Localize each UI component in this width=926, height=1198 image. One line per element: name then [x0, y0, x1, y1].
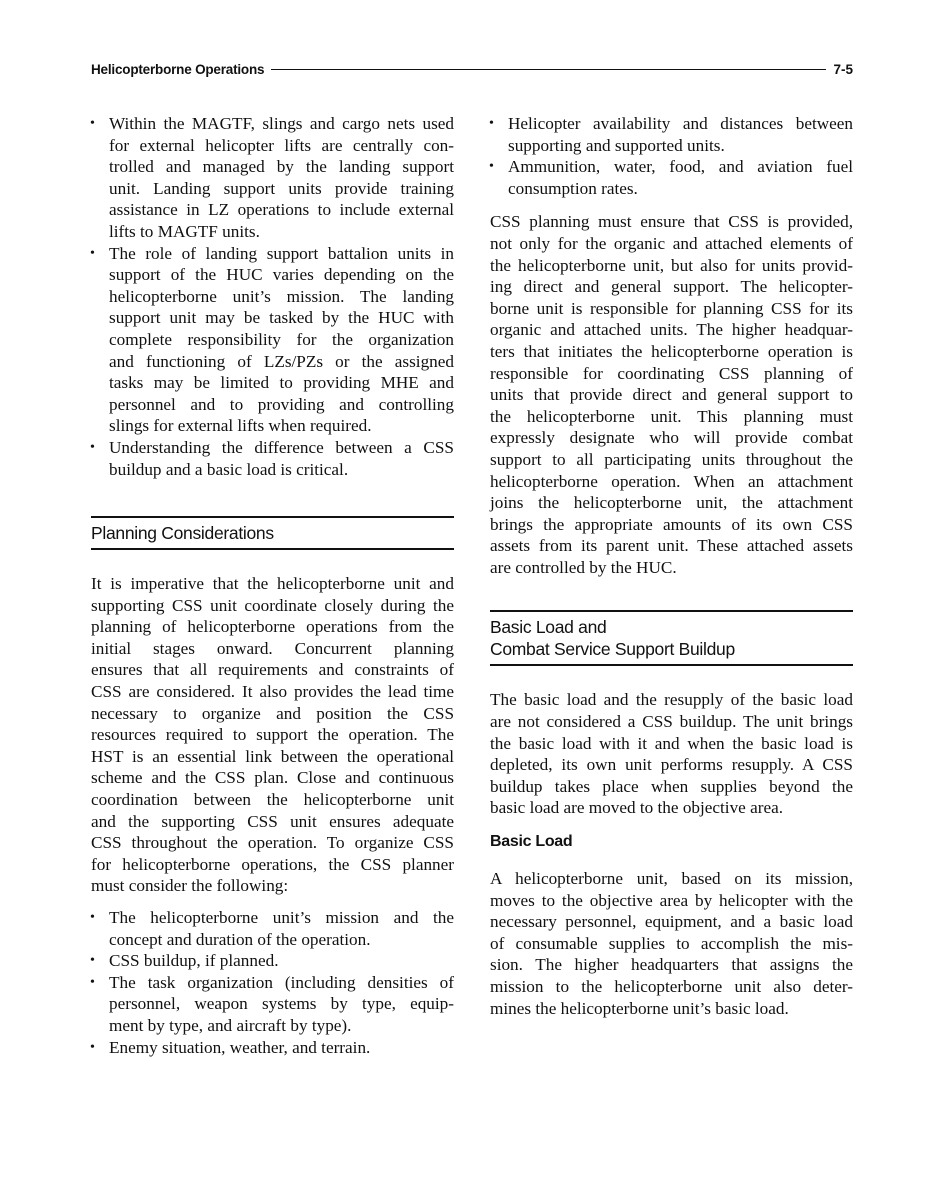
text-line: support of the HUC varies depending on the: [109, 265, 454, 285]
section-heading-line-2: Combat Service Support Buildup: [490, 639, 735, 660]
text-line: the basic load with it and when the basic load is: [490, 733, 853, 753]
text-line: assets from its parent unit. These attached assets: [490, 536, 853, 556]
text-line: consumption rates.: [508, 178, 638, 198]
text-line: expressly designate who will provide combat: [490, 428, 853, 448]
header-rule: [271, 69, 826, 71]
text-line: sion. The higher headquarters that assigns the: [490, 955, 853, 975]
text-line: necessary personnel, equipment, and a basic load: [490, 912, 853, 932]
text-line: for helicopterborne operations, the CSS planner: [91, 854, 454, 874]
text-line: initial stages onward. Concurrent planning: [91, 638, 454, 658]
right-column: [490, 113, 853, 1019]
bullet-item: [91, 950, 454, 972]
text-line: concept and duration of the operation.: [109, 929, 371, 949]
text-line: moves to the objective area by helicopter with the: [490, 890, 853, 910]
text-line: • Within the MAGTF, slings and cargo nets used: [109, 114, 454, 133]
text-line: • Helicopter availability and distances between: [508, 114, 853, 133]
text-line: • Ammunition, water, food, and aviation fuel: [508, 157, 853, 177]
text-line: personnel, weapon systems by type, equip-: [109, 994, 454, 1014]
text-line: supporting CSS unit coordinate closely during the: [91, 595, 454, 615]
text-line: basic load are moved to the objective area.: [490, 798, 784, 818]
bullet-item: [91, 972, 454, 1037]
section-heading-basic-load-css-buildup: [490, 610, 853, 666]
text-line: support to all participating units throughout the: [490, 449, 853, 469]
text-line: support unit may be tasked by the HUC with: [109, 308, 454, 328]
text-line: lifts to MAGTF units.: [109, 221, 260, 241]
text-line: • Understanding the difference between a CSS: [109, 437, 454, 457]
text-line: tasks may be limited to providing MHE and: [109, 373, 454, 393]
text-line: responsible for coordinating CSS planning of: [490, 363, 853, 383]
text-line: ing direct and general support. The helicopter-: [490, 277, 853, 297]
bullet-item: [490, 156, 853, 199]
header-title: Helicopterborne Operations: [91, 61, 265, 77]
basic-load-css-paragraph: [490, 689, 853, 819]
text-line: units that provide direct and general support to: [490, 385, 853, 405]
text-line: helicopterborne operation. When an attachment: [490, 471, 853, 491]
planning-paragraph: [91, 573, 454, 897]
text-line: for external helicopter lifts are centrally con-: [109, 135, 454, 155]
basic-load-paragraph: [490, 868, 853, 1019]
text-line: the helicopterborne unit. This planning must: [490, 406, 853, 426]
text-line: CSS throughout the operation. To organize CSS: [91, 833, 454, 853]
bullet-item: [91, 113, 454, 243]
text-line: personnel and to providing and controlling: [109, 394, 454, 414]
text-line: of consumable supplies to accomplish the mis-: [490, 933, 853, 953]
text-line: and functioning of LZs/PZs or the assigned: [109, 351, 454, 371]
bullet-list-top-left: [91, 113, 454, 480]
bullet-list-top-right: [490, 113, 853, 199]
text-line: mission to the helicopterborne unit also deter-: [490, 977, 853, 996]
text-line: complete responsibility for the organization: [109, 329, 454, 349]
text-line: planning of helicopterborne operations from the: [91, 617, 454, 637]
text-line: A helicopterborne unit, based on its mission,: [490, 869, 853, 889]
text-line: HST is an essential link between the operational: [91, 746, 454, 766]
bullet-item: [91, 437, 454, 480]
text-line: buildup and a basic load is critical.: [109, 459, 349, 479]
subsection-heading-basic-load: Basic Load: [490, 833, 573, 851]
text-line: • The role of landing support battalion units in: [109, 243, 454, 263]
text-line: • The helicopterborne unit’s mission and the: [109, 908, 454, 927]
text-line: • CSS buildup, if planned.: [109, 951, 279, 971]
text-line: CSS are considered. It also provides the lead time: [91, 682, 454, 702]
text-line: must consider the following:: [91, 876, 289, 896]
bullet-item: [91, 907, 454, 950]
text-line: ensures that all requirements and constraints of: [91, 660, 454, 680]
text-line: • Enemy situation, weather, and terrain.: [109, 1037, 371, 1057]
text-line: unit. Landing support units provide training: [109, 178, 454, 198]
text-line: ters that initiates the helicopterborne operation is: [490, 341, 853, 361]
text-line: assistance in LZ operations to include external: [109, 200, 454, 220]
text-line: The basic load and the resupply of the basic load: [490, 690, 853, 710]
text-line: mines the helicopterborne unit’s basic load.: [490, 998, 789, 1018]
section-heading-line-1: Basic Load and: [490, 617, 607, 638]
text-line: depleted, its own unit performs resupply. A CSS: [490, 755, 853, 775]
page-header: [91, 59, 853, 79]
text-line: slings for external lifts when required.: [109, 416, 372, 436]
text-line: coordination between the helicopterborne unit: [91, 790, 454, 810]
text-line: necessary to organize and position the CSS: [91, 703, 454, 723]
text-line: scheme and the CSS plan. Close and continuous: [91, 768, 454, 788]
text-line: brings the appropriate amounts of its own CSS: [490, 514, 853, 534]
bullet-item: [91, 243, 454, 437]
text-line: borne unit is responsible for planning CSS for its: [490, 298, 853, 318]
css-planning-paragraph: [490, 211, 853, 578]
text-line: • The task organization (including densities of: [109, 972, 454, 992]
text-line: the helicopterborne unit, but also for units provid-: [490, 255, 853, 275]
text-line: buildup takes place when supplies beyond the: [490, 776, 853, 796]
text-line: not only for the organic and attached elements of: [490, 233, 853, 253]
text-line: and the supporting CSS unit ensures adequate: [91, 811, 454, 831]
text-line: CSS planning must ensure that CSS is provided,: [490, 212, 853, 232]
bullet-item: [91, 1037, 454, 1059]
bullet-item: [490, 113, 853, 156]
text-line: trolled and managed by the landing support: [109, 157, 454, 177]
section-heading-planning: Planning Considerations: [91, 516, 454, 550]
text-line: organic and attached units. The higher headquar-: [490, 320, 853, 340]
text-line: joins the helicopterborne unit, the attachment: [490, 493, 853, 513]
text-line: are not considered a CSS buildup. The unit brings: [490, 712, 853, 732]
text-line: helicopterborne unit’s mission. The landing: [109, 286, 454, 306]
text-line: It is imperative that the helicopterborne unit and: [91, 574, 454, 594]
left-column: [91, 113, 454, 1058]
text-line: ment by type, and aircraft by type).: [109, 1015, 352, 1035]
text-line: are controlled by the HUC.: [490, 557, 677, 577]
text-line: supporting and supported units.: [508, 135, 725, 155]
page-number: 7-5: [833, 61, 853, 77]
text-line: resources required to support the operation. The: [91, 725, 454, 745]
bullet-list-planning: [91, 907, 454, 1058]
